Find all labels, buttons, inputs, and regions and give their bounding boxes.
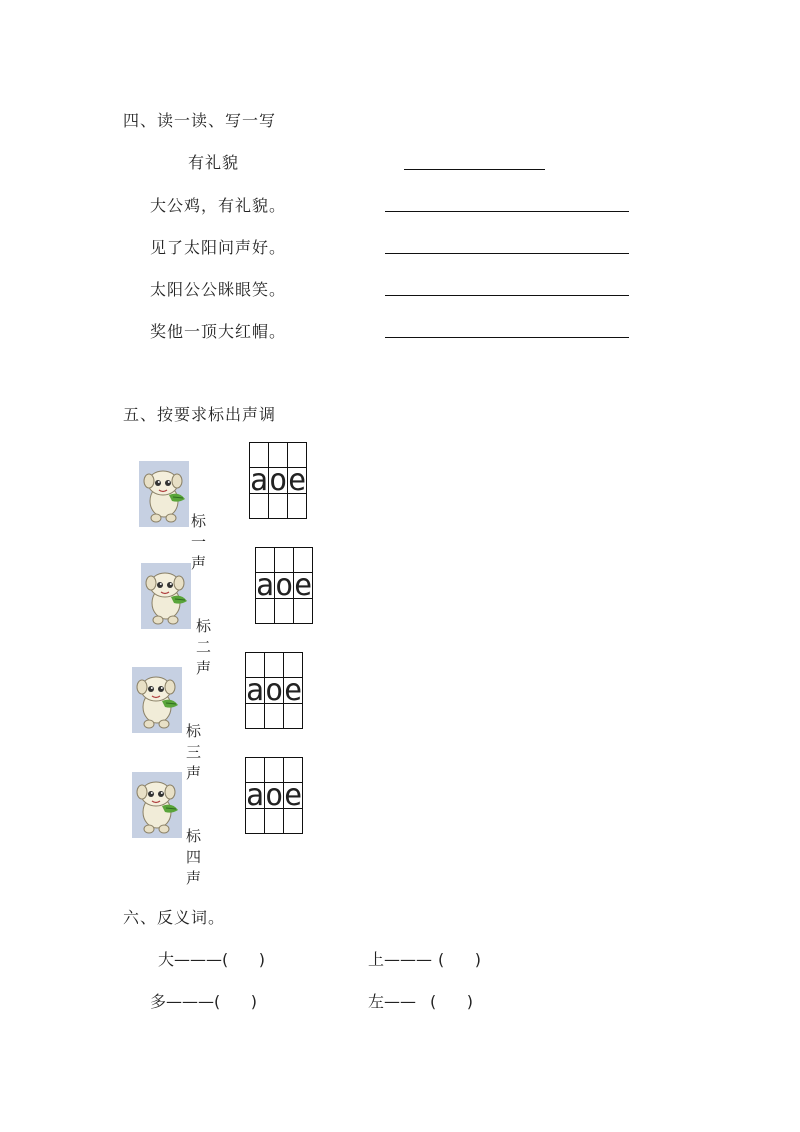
tone-cell-a[interactable]: a bbox=[250, 463, 269, 498]
section4-title: 四、读一读、写一写 bbox=[123, 111, 277, 130]
reading-line-4: 奖他一顶大红帽。 bbox=[150, 322, 287, 341]
tone-cell-o[interactable]: o bbox=[265, 673, 284, 708]
write-line-5[interactable] bbox=[385, 337, 629, 338]
tone-cell-o[interactable]: o bbox=[269, 463, 288, 498]
antonym-blank[interactable]: ( ) bbox=[430, 992, 474, 1011]
write-line-1[interactable] bbox=[404, 169, 545, 170]
antonym-dash: ——— bbox=[166, 992, 215, 1011]
antonym-dash: ——— bbox=[384, 950, 433, 969]
antonym-pair-3 bbox=[150, 989, 257, 1012]
tone-cell-a[interactable]: a bbox=[246, 673, 265, 708]
tone-cell-o[interactable]: o bbox=[265, 778, 284, 813]
reading-line-2: 见了太阳问声好。 bbox=[150, 238, 287, 257]
antonym-blank[interactable]: ( ) bbox=[438, 950, 482, 969]
cartoon-sheep-icon bbox=[132, 772, 182, 838]
tone-cell-e[interactable]: e bbox=[288, 463, 307, 498]
tone-grid-2 bbox=[255, 547, 313, 624]
reading-word: 有礼貌 bbox=[188, 153, 240, 172]
cartoon-sheep-icon bbox=[141, 563, 191, 629]
antonym-pair-2 bbox=[368, 947, 481, 970]
tone-cell-e[interactable]: e bbox=[284, 778, 303, 813]
antonym-dash: ——— bbox=[174, 950, 223, 969]
tone-label-second: 标二声 bbox=[196, 617, 212, 677]
tone-cell-e[interactable]: e bbox=[294, 568, 313, 603]
reading-line-3: 太阳公公眯眼笑。 bbox=[150, 280, 287, 299]
cartoon-sheep-icon bbox=[139, 461, 189, 527]
cartoon-sheep-icon bbox=[132, 667, 182, 733]
tone-cell-o[interactable]: o bbox=[275, 568, 294, 603]
tone-label-third: 标三声 bbox=[186, 722, 202, 782]
tone-grid-1 bbox=[249, 442, 307, 519]
tone-cell-e[interactable]: e bbox=[284, 673, 303, 708]
write-line-4[interactable] bbox=[385, 295, 629, 296]
tone-cell-a[interactable]: a bbox=[256, 568, 275, 603]
antonym-word: 左 bbox=[368, 992, 385, 1011]
section5-title: 五、按要求标出声调 bbox=[123, 405, 277, 424]
antonym-word: 多 bbox=[150, 992, 167, 1011]
tone-grid-4 bbox=[245, 757, 303, 834]
antonym-pair-4 bbox=[368, 989, 473, 1012]
section6-title: 六、反义词。 bbox=[123, 908, 226, 927]
tone-grid-3 bbox=[245, 652, 303, 729]
write-line-3[interactable] bbox=[385, 253, 629, 254]
reading-line-1: 大公鸡，有礼貌。 bbox=[150, 196, 287, 215]
antonym-word: 上 bbox=[368, 950, 385, 969]
tone-label-fourth: 标四声 bbox=[186, 827, 202, 887]
antonym-pair-1 bbox=[158, 947, 265, 970]
antonym-dash: —— bbox=[384, 992, 417, 1011]
antonym-blank[interactable]: ( ) bbox=[214, 992, 258, 1011]
tone-cell-a[interactable]: a bbox=[246, 778, 265, 813]
antonym-blank[interactable]: ( ) bbox=[222, 950, 266, 969]
tone-label-first: 标一声 bbox=[191, 512, 207, 572]
antonym-word: 大 bbox=[158, 950, 175, 969]
write-line-2[interactable] bbox=[385, 211, 629, 212]
